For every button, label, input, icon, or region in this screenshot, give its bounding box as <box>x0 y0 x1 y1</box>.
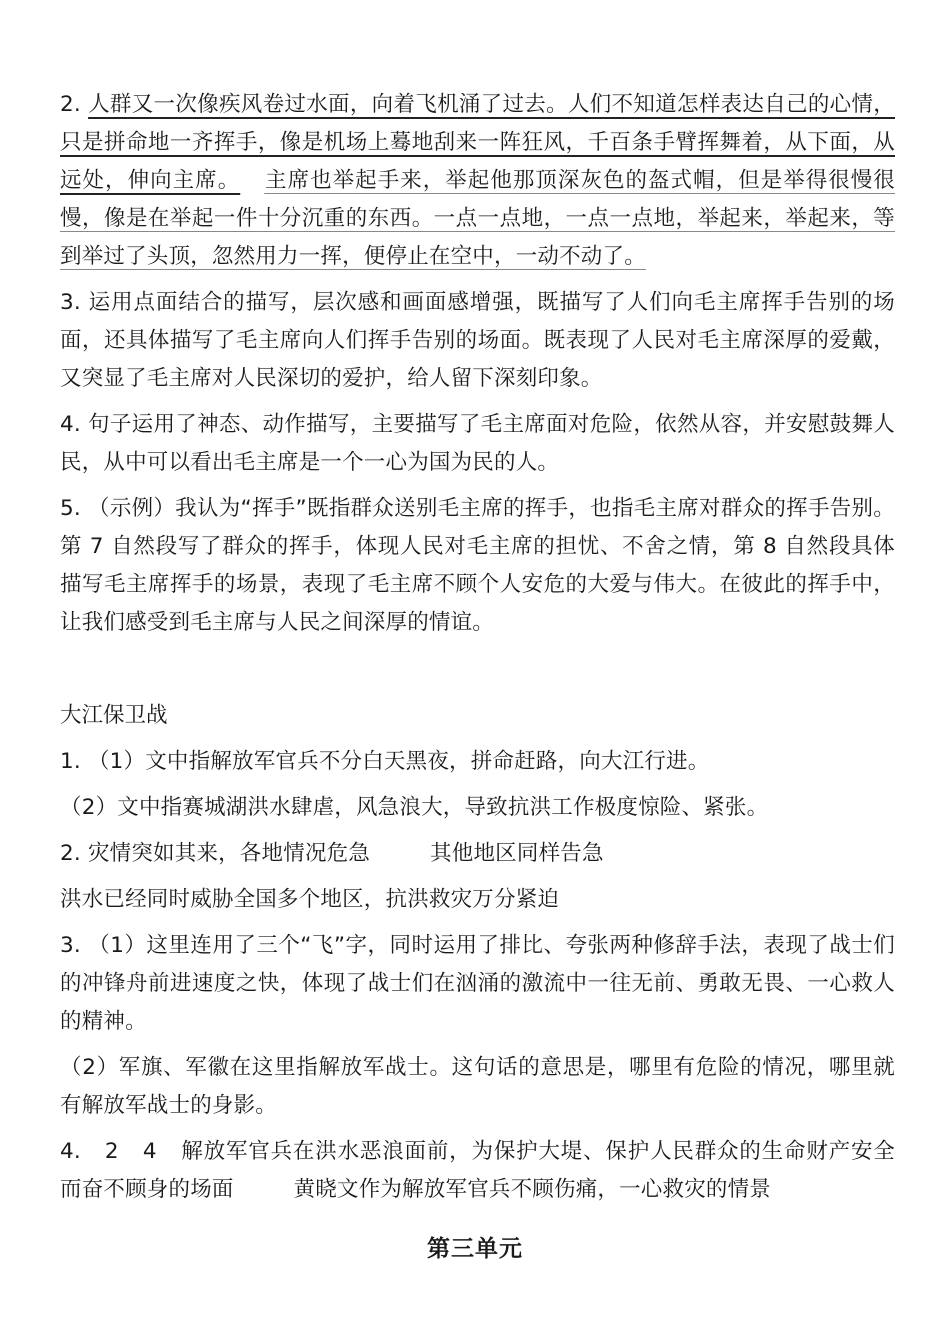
answer-2 <box>60 86 895 276</box>
answer-4-value-b: 4 <box>142 1139 157 1164</box>
answer-3: 3. 运用点面结合的描写，层次感和画面感增强，既描写了人们向毛主席挥手告别的场面，还具体描写了毛主席向人们挥手告别的场面。既表现了人民对毛主席深厚的爱戴，又突显了毛主席对人民深切的爱护，给人留下深刻印象。 <box>60 290 895 391</box>
answer-2-underlined-quote-a: 人群又一次像疾风卷过水面，向着飞机涌了过去。人们不知道怎样表达自己的心情，只是拼命地一齐挥手，像是机场上蓦地刮来一阵狂风，千百条手臂挥舞着，从下面，从远处，伸向主席。 <box>60 92 895 193</box>
unit-title: 第三单元 <box>427 1236 523 1262</box>
answer-2-part-b: 其他地区同样告急 <box>430 841 604 866</box>
answer-4-value-a: 2 <box>104 1139 119 1164</box>
answer-2-part-a: 2. 灾情突如其来，各地情况危急 <box>60 841 371 866</box>
answer-4-number: 4. <box>60 1139 81 1164</box>
answer-2-number: 2. <box>60 92 81 117</box>
answer-4: 4. 句子运用了神态、动作描写，主要描写了毛主席面对危险，依然从容，并安慰鼓舞人民，从中可以看出毛主席是一个一心为国为民的人。 <box>60 412 895 475</box>
section-title-dajiang: 大江保卫战 <box>60 703 168 728</box>
answer-4-section2 <box>60 1133 895 1209</box>
answer-2-part-c: 洪水已经同时威胁全国多个地区，抗洪救灾万分紧迫 <box>60 887 560 912</box>
answer-4-part-c: 解放军官兵在洪水恶浪面前，为保护大堤、保护人民群众的生命财产安全而奋不顾身的场面 <box>60 1139 895 1202</box>
answer-4-part-d: 黄晓文作为解放军官兵不顾伤痛，一心救灾的情景 <box>293 1177 772 1202</box>
answer-2-section2 <box>60 835 895 873</box>
answer-2-underlined-quote-b: 主席也举起手来，举起他那顶深灰色的盔式帽，但是举得很慢很慢，像是在举起一件十分沉重的东西。一点一点地，一点一点地，举起来，举起来，等到举过了头顶，忽然用力一挥，便停止在空中，一动不动了。 <box>60 168 896 269</box>
answer-1-part-1: 1. （1）文中指解放军官兵不分白天黑夜，拼命赶路，向大江行进。 <box>60 749 710 774</box>
answer-5: 5. （示例）我认为“挥手”既指群众送别毛主席的挥手，也指毛主席对群众的挥手告别。第 7 自然段写了群众的挥手，体现人民对毛主席的担忧、不舍之情，第 8 自然段具体描写毛主席挥手的场景，表现了毛主席不顾个人安危的大爱与伟大。在彼此的挥手中，让我们感受到毛主席与人民之间深厚的情谊。 <box>60 496 895 635</box>
document-body <box>60 86 895 1209</box>
answer-3-part-2: （2）军旗、军徽在这里指解放军战士。这句话的意思是，哪里有危险的情况，哪里就有解放军战士的身影。 <box>60 1055 895 1118</box>
answer-3-part-1: 3. （1）这里连用了三个“飞”字，同时运用了排比、夸张两种修辞手法，表现了战士们的冲锋舟前进速度之快，体现了战士们在汹涌的激流中一往无前、勇敢无畏、一心救人的精神。 <box>60 933 895 1034</box>
answer-1-part-2: （2）文中指赛城湖洪水肆虐，风急浪大，导致抗洪工作极度惊险、紧张。 <box>60 795 769 820</box>
